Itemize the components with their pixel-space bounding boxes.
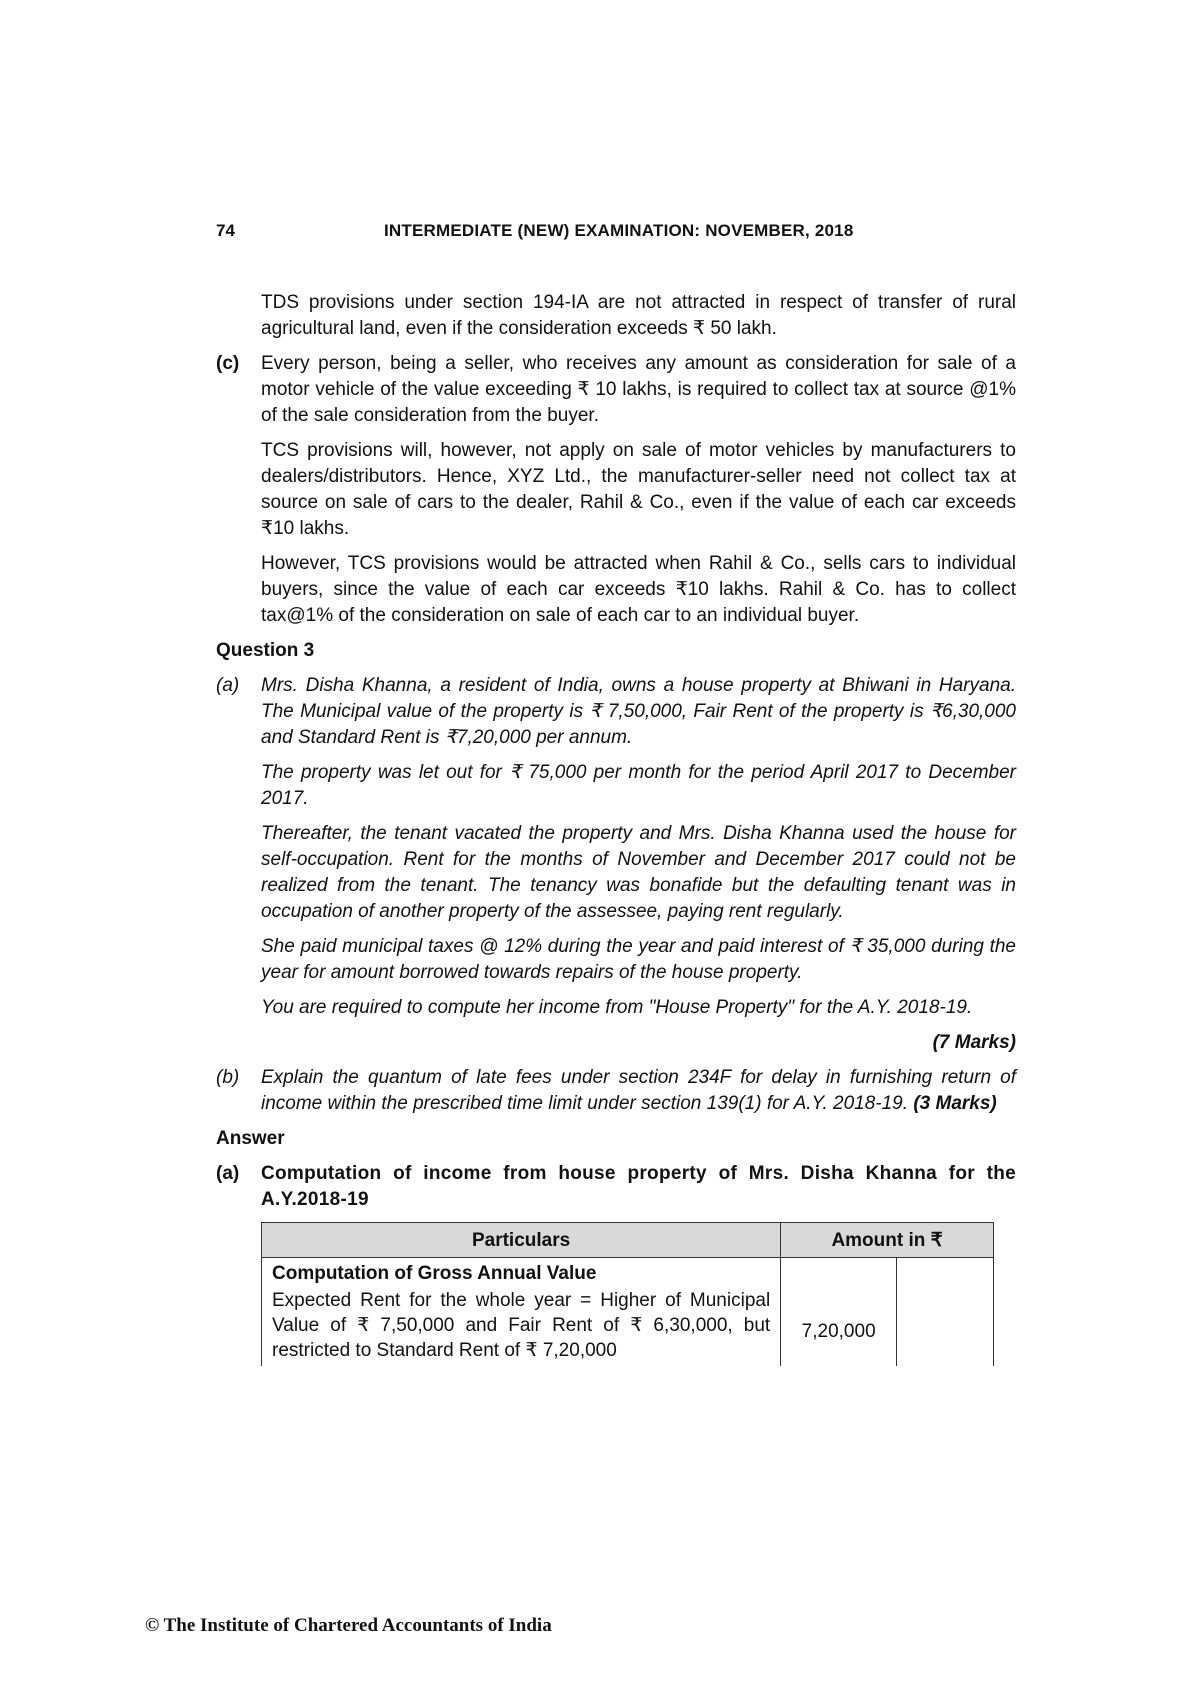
amount-header: Amount in ₹ xyxy=(781,1223,994,1258)
question-b-marks: (3 Marks) xyxy=(913,1093,997,1114)
answer-heading: Answer xyxy=(216,1128,285,1149)
question-a xyxy=(216,673,1016,751)
page-number: 74 xyxy=(216,221,235,240)
question-a-p5: You are required to compute her income from "House Property" for the A.Y. 2018-19. xyxy=(261,997,973,1018)
part-c-label: (c) xyxy=(216,353,240,374)
table-row xyxy=(262,1258,994,1367)
table-header-row xyxy=(262,1223,994,1258)
part-c-para-2: TCS provisions will, however, not apply on sale of motor vehicles by manufacturers to dealers/distributors. Hence, XYZ Ltd., the manufacturer-seller need not collect tax at source on sale of cars to the dealer, Rahil & Co., even if the value of each car exceeds ₹10 lakhs. xyxy=(261,440,1016,539)
question-a-marks: (7 Marks) xyxy=(932,1032,1016,1053)
question-a-p1: Mrs. Disha Khanna, a resident of India, owns a house property at Bhiwani in Haryana. The Municipal value of the property is ₹ 7,50,000, Fair Rent of the property is ₹6,30,000 and Standard Rent is ₹7,20,000 per annum. xyxy=(261,675,1016,748)
amount-cell: 7,20,000 xyxy=(781,1258,897,1367)
part-c-para-3: However, TCS provisions would be attracted when Rahil & Co., sells cars to individual buyers, since the value of each car exceeds ₹10 lakhs. Rahil & Co. has to collect tax@1% of the consideration on sale of each car to an individual buyer. xyxy=(261,553,1016,626)
running-header: INTERMEDIATE (NEW) EXAMINATION: NOVEMBER, 2018 xyxy=(384,221,854,240)
question-b xyxy=(216,1065,1016,1117)
intro-paragraph: TDS provisions under section 194-IA are not attracted in respect of transfer of rural agricultural land, even if the consideration exceeds ₹ 50 lakh. xyxy=(261,292,1016,339)
total-cell xyxy=(897,1258,994,1367)
question-b-body: Explain the quantum of late fees under section 234F for delay in furnishing return of income within the prescribed time limit under section 139(1) for A.Y. 2018-19. xyxy=(261,1067,1016,1114)
question-a-p4: She paid municipal taxes @ 12% during the year and paid interest of ₹ 35,000 during the year for amount borrowed towards repairs of the house property. xyxy=(261,936,1016,983)
computation-table xyxy=(261,1222,994,1366)
question-a-p2: The property was let out for ₹ 75,000 per month for the period April 2017 to December 2017. xyxy=(261,762,1016,809)
question-a-p3: Thereafter, the tenant vacated the property and Mrs. Disha Khanna used the house for self-occupation. Rent for the months of November and December 2017 could not be realized from the tenant. The tenancy was bonafide but the defaulting tenant was in occupation of another property of the assessee, paying rent regularly. xyxy=(261,823,1016,922)
question-b-text xyxy=(261,1065,1016,1117)
page-content xyxy=(216,290,1016,1366)
question-b-label: (b) xyxy=(216,1067,240,1088)
answer-a-label: (a) xyxy=(216,1163,240,1184)
part-c xyxy=(216,351,1016,429)
answer-a xyxy=(216,1161,1016,1213)
footer-copyright: © The Institute of Chartered Accountants of India xyxy=(145,1615,552,1636)
particulars-header: Particulars xyxy=(262,1223,781,1258)
answer-a-title: Computation of income from house property of Mrs. Disha Khanna for the A.Y.2018-19 xyxy=(261,1163,1016,1210)
question-heading: Question 3 xyxy=(216,640,315,661)
expected-rent-text: Expected Rent for the whole year = Higher of Municipal Value of ₹ 7,50,000 and Fair Rent of ₹ 6,30,000, but restricted to Standard Rent of ₹ 7,20,000 xyxy=(272,1290,771,1361)
part-c-text: Every person, being a seller, who receives any amount as consideration for sale of a motor vehicle of the value exceeding ₹ 10 lakhs, is required to collect tax at source @1% of the sale consideration from the buyer. xyxy=(261,353,1016,426)
question-a-label: (a) xyxy=(216,675,240,696)
particulars-cell xyxy=(262,1258,781,1367)
gav-heading: Computation of Gross Annual Value xyxy=(272,1263,597,1284)
